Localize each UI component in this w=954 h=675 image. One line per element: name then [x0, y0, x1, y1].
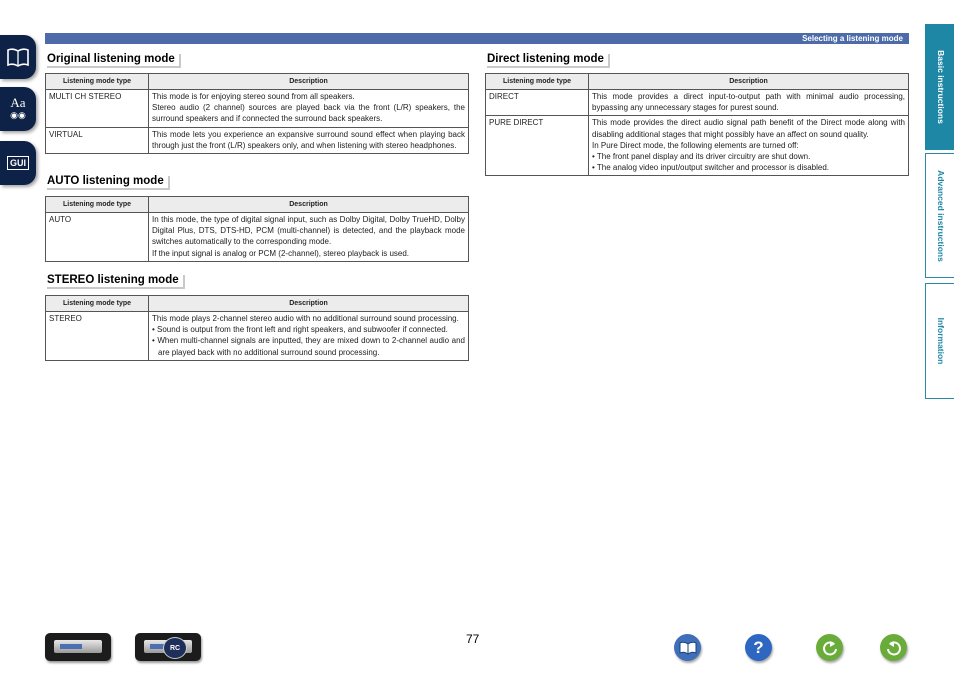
table-row [486, 90, 909, 116]
font-settings-tab[interactable] [0, 87, 36, 131]
description-line: This mode plays 2-channel stereo audio with no additional surround sound processing. [152, 314, 459, 323]
column-header: Description [149, 197, 469, 213]
column-header: Description [589, 74, 909, 90]
mode-cell: STEREO [46, 312, 149, 361]
original-heading: Original listening mode [45, 52, 179, 66]
column-header: Listening mode type [486, 74, 589, 90]
table-row [46, 127, 469, 153]
back-arrow-icon [821, 639, 839, 657]
tab-label: Basic instructions [935, 50, 946, 124]
question-icon: ? [753, 637, 764, 657]
table-row [46, 312, 469, 361]
receiver-icon [54, 640, 102, 653]
page-number: 77 [466, 632, 480, 646]
manual-book-icon [5, 46, 31, 68]
direct-table [485, 73, 909, 176]
column-header: Listening mode type [46, 296, 149, 312]
table-header-row [46, 296, 469, 312]
tab-advanced-instructions[interactable] [925, 153, 954, 278]
direct-heading: Direct listening mode [485, 52, 608, 66]
mode-cell: AUTO [46, 213, 149, 262]
bullet-line: • Sound is output from the front left and right speakers, and subwoofer if connected. [152, 325, 448, 335]
remote-badge: RC [163, 637, 187, 659]
gui-icon: GUI [7, 156, 29, 170]
tab-basic-instructions[interactable] [925, 24, 954, 150]
column-header: Listening mode type [46, 74, 149, 90]
auto-table [45, 196, 469, 262]
description-line: In this mode, the type of digital signal input, such as Dolby Digital, Dolby TrueHD, Dolby Digital Plus, DTS, DTS-HD, PCM (multi-channel) is detected, and the playback mode switches automatically to the corresponding mode. [152, 215, 465, 247]
description-line: In Pure Direct mode, the following elements are turned off: [592, 140, 799, 150]
description-line: This mode lets you experience an expansive surround sound effect when playing back through just the front (L/R) speakers only, and when listening with stereo headphones. [152, 129, 465, 150]
mode-cell: MULTI CH STEREO [46, 90, 149, 128]
forward-arrow-icon [885, 639, 903, 657]
font-settings-icon: Aa ◉◉ [10, 95, 26, 120]
bullet-line: • When multi-channel signals are inputted, they are mixed down to 2-channel audio and are played back with no additional surround sound processing. [152, 336, 465, 357]
front-panel-button[interactable] [45, 633, 111, 661]
description-cell [149, 312, 469, 361]
table-header-row [46, 197, 469, 213]
bullet-line: • The front panel display and its driver circuitry are shut down. [592, 152, 811, 162]
rear-panel-button[interactable] [135, 633, 201, 661]
tab-label: Information [935, 317, 946, 365]
help-button[interactable] [745, 634, 772, 661]
back-button[interactable] [816, 634, 843, 661]
column-header: Listening mode type [46, 197, 149, 213]
table-header-row [486, 74, 909, 90]
description-cell [149, 213, 469, 262]
contents-button[interactable] [674, 634, 701, 661]
bullet-line: • The analog video input/output switcher and processor is disabled. [592, 163, 830, 173]
description-cell [589, 90, 909, 116]
description-cell [589, 116, 909, 176]
description-cell [149, 90, 469, 128]
section-title: Selecting a listening mode [802, 34, 903, 43]
table-header-row [46, 74, 469, 90]
column-header: Description [149, 296, 469, 312]
mode-cell: VIRTUAL [46, 127, 149, 153]
gui-tab[interactable] [0, 141, 36, 185]
tab-information[interactable] [925, 283, 954, 399]
mode-cell: DIRECT [486, 90, 589, 116]
description-cell [149, 127, 469, 153]
book-icon [679, 641, 697, 655]
mode-cell: PURE DIRECT [486, 116, 589, 176]
auto-heading: AUTO listening mode [45, 174, 168, 188]
stereo-table [45, 295, 469, 361]
description-line: This mode provides a direct input-to-output path with minimal audio processing, bypassing any unnecessary stages for purest sound. [592, 92, 905, 113]
description-line: If the input signal is analog or PCM (2-channel), stereo playback is used. [152, 248, 410, 258]
column-header: Description [149, 74, 469, 90]
table-row [46, 213, 469, 262]
tab-label: Advanced instructions [935, 169, 946, 262]
table-row [486, 116, 909, 176]
original-table [45, 73, 469, 154]
forward-button[interactable] [880, 634, 907, 661]
header-bar [45, 33, 909, 44]
description-line: This mode is for enjoying stereo sound from all speakers. [152, 92, 355, 101]
manual-book-tab[interactable] [0, 35, 36, 79]
description-line: Stereo audio (2 channel) sources are played back via the front (L/R) speakers, the surround speakers and if connected the surround back speakers. [152, 103, 465, 124]
description-line: This mode provides the direct audio signal path benefit of the Direct mode along with disabling additional stages that might possibly have an affect on sound quality. [592, 118, 905, 139]
table-row [46, 90, 469, 128]
stereo-heading: STEREO listening mode [45, 273, 183, 287]
